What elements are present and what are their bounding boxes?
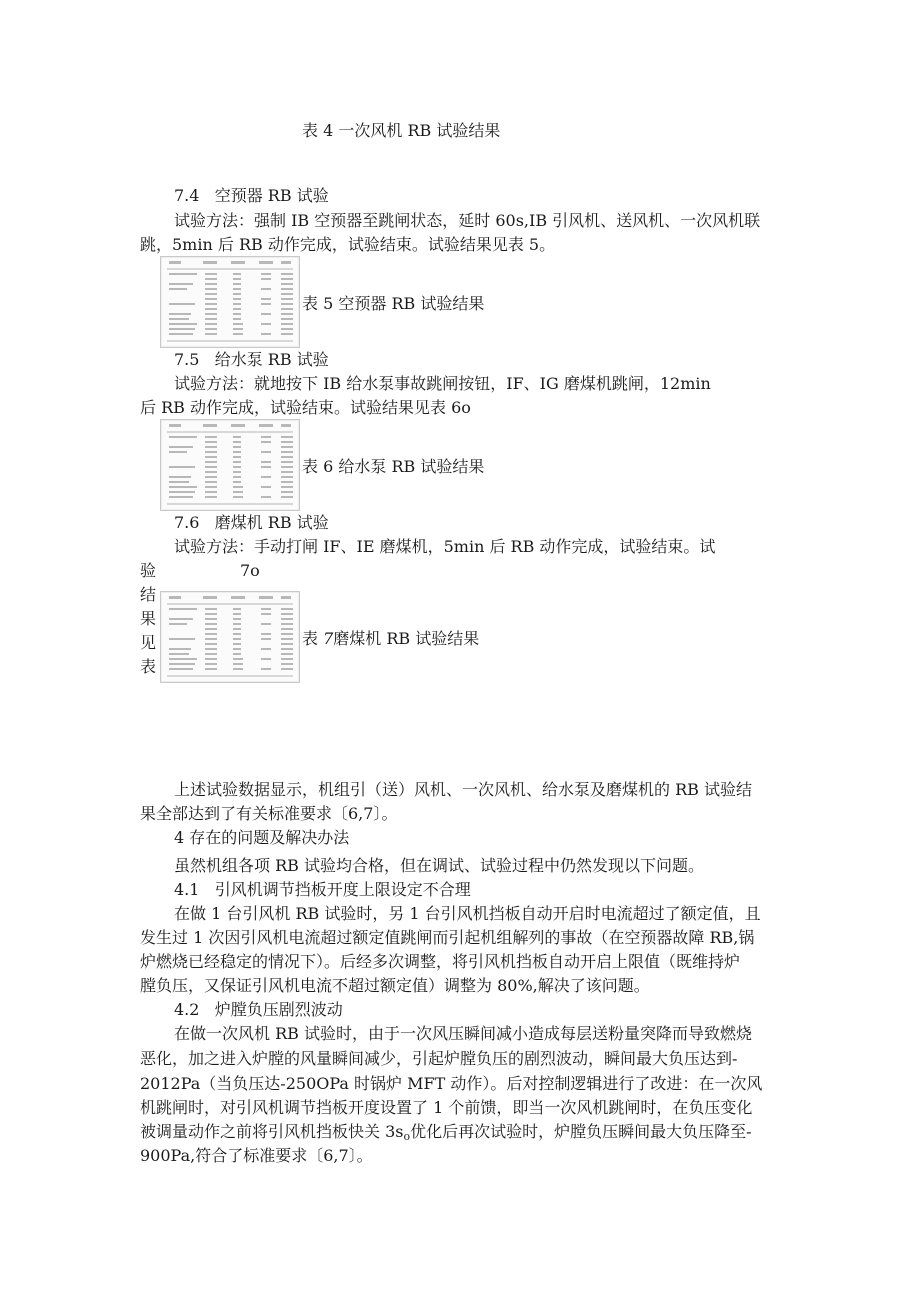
table-7-reference: 7o: [240, 561, 260, 580]
section-4-2-line2: 恶化，加之进入炉膛的风量瞬间减少，引起炉膛负压的剧烈波动，瞬间最大负压达到-: [140, 1049, 738, 1068]
subscript-o: o: [403, 1130, 411, 1143]
table-5-caption: 表 5 空预器 RB 试验结果: [302, 294, 485, 313]
table-7-thumbnail-image: [160, 591, 300, 683]
section-number: 7.5: [174, 350, 200, 369]
section-title: 给水泵 RB 试验: [214, 350, 329, 369]
table-4-caption: 表 4 一次风机 RB 试验结果: [302, 121, 501, 140]
table-6-caption: 表 6 给水泵 RB 试验结果: [302, 457, 485, 476]
vertical-text-char: 表: [140, 657, 157, 676]
vertical-text-char: 见: [140, 633, 157, 652]
section-4-intro: 虽然机组各项 RB 试验均合格，但在调试、试验过程中仍然发现以下问题。: [174, 856, 704, 875]
section-7-5-method-line1: 试验方法：就地按下 IB 给水泵事故跳闸按钮，IF、IG 磨煤机跳闸，12min: [174, 374, 711, 393]
section-number: 7.4: [174, 186, 200, 205]
section-number: 4.1: [174, 880, 200, 899]
caption-number: 7: [323, 629, 334, 648]
section-title: 引风机调节挡板开度上限设定不合理: [214, 880, 471, 899]
caption-prefix: 表: [302, 629, 324, 648]
section-title: 磨煤机 RB 试验: [214, 513, 329, 532]
table-thumbnail-graphic: [161, 592, 299, 682]
section-4-1-heading: [174, 879, 471, 901]
line5-part-a: 被调量动作之前将引风机挡板快关 3s: [140, 1122, 404, 1141]
section-4-2-heading: [174, 999, 343, 1021]
section-7-5-method-line2: 后 RB 动作完成，试验结束。试验结果见表 6o: [140, 398, 471, 417]
section-title: 炉膛负压剧烈波动: [214, 1000, 343, 1019]
section-7-6-method-line1: 试验方法：手动打闸 IF、IE 磨煤机，5min 后 RB 动作完成，试验结束。试: [174, 537, 716, 556]
section-4-2-line4: 机跳闸时，对引风机调节挡板开度设置了 1 个前馈，即当一次风机跳闸时，在负压变化: [140, 1098, 753, 1117]
section-7-5-heading: [174, 349, 329, 371]
section-7-4-heading: [174, 185, 329, 207]
caption-text: 磨煤机 RB 试验结果: [333, 629, 480, 648]
section-number: 4.2: [174, 1000, 200, 1019]
section-title: 空预器 RB 试验: [214, 186, 329, 205]
section-4-1-line2: 发生过 1 次因引风机电流超过额定值跳闸而引起机组解列的事故（在空预器故障 RB,锅: [140, 928, 755, 947]
line5-part-b: 优化后再次试验时，炉膛负压瞬间最大负压降至-: [410, 1122, 752, 1141]
section-4-1-line4: 膛负压，又保证引风机电流不超过额定值）调整为 80%,解决了该问题。: [140, 976, 650, 995]
vertical-text-char: 果: [140, 609, 157, 628]
vertical-text-char: 结: [140, 585, 157, 604]
section-4-2-line6: 900Pa,符合了标准要求〔6,7〕。: [140, 1146, 373, 1165]
section-4-2-line3: 2012Pa（当负压达-250OPa 时锅炉 MFT 动作）。后对控制逻辑进行了改进：在一次风: [140, 1074, 763, 1093]
section-4-2-line5: [140, 1121, 752, 1148]
section-4-heading: 4 存在的问题及解决办法: [174, 828, 350, 847]
section-4-1-line3: 炉燃烧已经稳定的情况下）。后经多次调整，将引风机挡板自动开启上限值（既维持炉: [140, 952, 741, 971]
section-4-2-line1: 在做一次风机 RB 试验时，由于一次风压瞬间减小造成每层送粉量突降而导致燃烧: [174, 1024, 752, 1043]
section-7-6-heading: [174, 512, 329, 534]
section-number: 7.6: [174, 513, 200, 532]
vertical-text-char: 验: [140, 561, 157, 580]
section-4-1-line1: 在做 1 台引风机 RB 试验时，另 1 台引风机挡板自动开启时电流超过了额定值，且: [174, 904, 761, 923]
summary-line1: 上述试验数据显示，机组引（送）风机、一次风机、给水泵及磨煤机的 RB 试验结: [174, 780, 752, 799]
section-7-4-method-line1: 试验方法：强制 IB 空预器至跳闸状态，延时 60s,IB 引风机、送风机、一次风机联: [174, 211, 761, 230]
table-thumbnail-graphic: [161, 420, 299, 510]
table-5-thumbnail-image: [160, 256, 300, 348]
section-7-4-method-line2: 跳，5min 后 RB 动作完成，试验结束。试验结果见表 5。: [140, 235, 556, 254]
summary-line2: 果全部达到了有关标准要求〔6,7〕。: [140, 804, 398, 823]
table-7-caption: [302, 626, 479, 649]
table-6-thumbnail-image: [160, 419, 300, 511]
table-thumbnail-graphic: [161, 257, 299, 347]
